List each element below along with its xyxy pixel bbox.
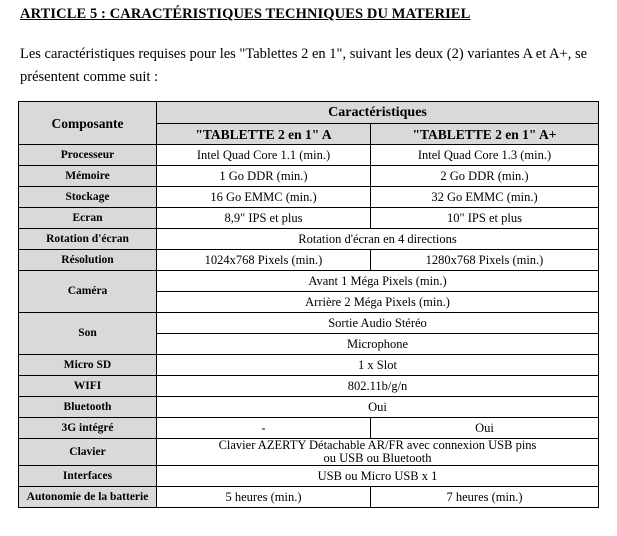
cell-value: Avant 1 Méga Pixels (min.) — [157, 271, 599, 292]
cell-value: 16 Go EMMC (min.) — [157, 187, 371, 208]
table-row — [19, 208, 599, 229]
table-header-row — [19, 102, 599, 124]
table-row — [19, 439, 599, 466]
cell-value: Rotation d'écran en 4 directions — [157, 229, 599, 250]
table-row — [19, 313, 599, 334]
table-row — [19, 229, 599, 250]
cell-value: 1024x768 Pixels (min.) — [157, 250, 371, 271]
header-caracteristiques: Caractéristiques — [157, 102, 599, 124]
table-row — [19, 250, 599, 271]
cell-value: Intel Quad Core 1.1 (min.) — [157, 145, 371, 166]
cell-value: - — [157, 418, 371, 439]
cell-value: 1 x Slot — [157, 355, 599, 376]
page-crop-edge — [0, 524, 617, 536]
table-row — [19, 466, 599, 487]
table-row — [19, 376, 599, 397]
table-row — [19, 187, 599, 208]
cell-value: 802.11b/g/n — [157, 376, 599, 397]
cell-value: 1280x768 Pixels (min.) — [371, 250, 599, 271]
cell-value: USB ou Micro USB x 1 — [157, 466, 599, 487]
row-label: 3G intégré — [19, 418, 157, 439]
cell-value: 2 Go DDR (min.) — [371, 166, 599, 187]
row-label: Ecran — [19, 208, 157, 229]
header-composante: Composante — [19, 102, 157, 145]
header-variant-a-plus: "TABLETTE 2 en 1" A+ — [371, 124, 599, 145]
row-label: Bluetooth — [19, 397, 157, 418]
table-row — [19, 487, 599, 508]
cell-value: Microphone — [157, 334, 599, 355]
intro-paragraph: Les caractéristiques requises pour les "Tablettes 2 en 1", suivant les deux (2) variantes A et A+, se présentent comme suit : — [20, 46, 588, 85]
cell-value: Arrière 2 Méga Pixels (min.) — [157, 292, 599, 313]
cell-value: 1 Go DDR (min.) — [157, 166, 371, 187]
row-label: WIFI — [19, 376, 157, 397]
cell-value: Oui — [371, 418, 599, 439]
row-label: Stockage — [19, 187, 157, 208]
cell-value: Clavier AZERTY Détachable AR/FR avec connexion USB pins ou USB ou Bluetooth — [157, 439, 599, 466]
row-label: Rotation d'écran — [19, 229, 157, 250]
row-label: Clavier — [19, 439, 157, 466]
cell-value: 32 Go EMMC (min.) — [371, 187, 599, 208]
row-label: Son — [19, 313, 157, 355]
table-row — [19, 397, 599, 418]
cell-value: Intel Quad Core 1.3 (min.) — [371, 145, 599, 166]
row-label: Autonomie de la batterie — [19, 487, 157, 508]
cell-value: Sortie Audio Stéréo — [157, 313, 599, 334]
header-variant-a: "TABLETTE 2 en 1" A — [157, 124, 371, 145]
spec-table — [18, 101, 599, 508]
row-label: Caméra — [19, 271, 157, 313]
cell-value: 10" IPS et plus — [371, 208, 599, 229]
table-row — [19, 271, 599, 292]
row-label: Micro SD — [19, 355, 157, 376]
table-row — [19, 166, 599, 187]
cell-value: 7 heures (min.) — [371, 487, 599, 508]
cell-value: Oui — [157, 397, 599, 418]
table-row — [19, 418, 599, 439]
table-row — [19, 145, 599, 166]
table-row — [19, 355, 599, 376]
article-heading: ARTICLE 5 : CARACTÉRISTIQUES TECHNIQUES DU MATERIEL — [20, 6, 471, 22]
cell-value: 8,9" IPS et plus — [157, 208, 371, 229]
row-label: Processeur — [19, 145, 157, 166]
row-label: Interfaces — [19, 466, 157, 487]
row-label: Mémoire — [19, 166, 157, 187]
row-label: Résolution — [19, 250, 157, 271]
cell-value: 5 heures (min.) — [157, 487, 371, 508]
